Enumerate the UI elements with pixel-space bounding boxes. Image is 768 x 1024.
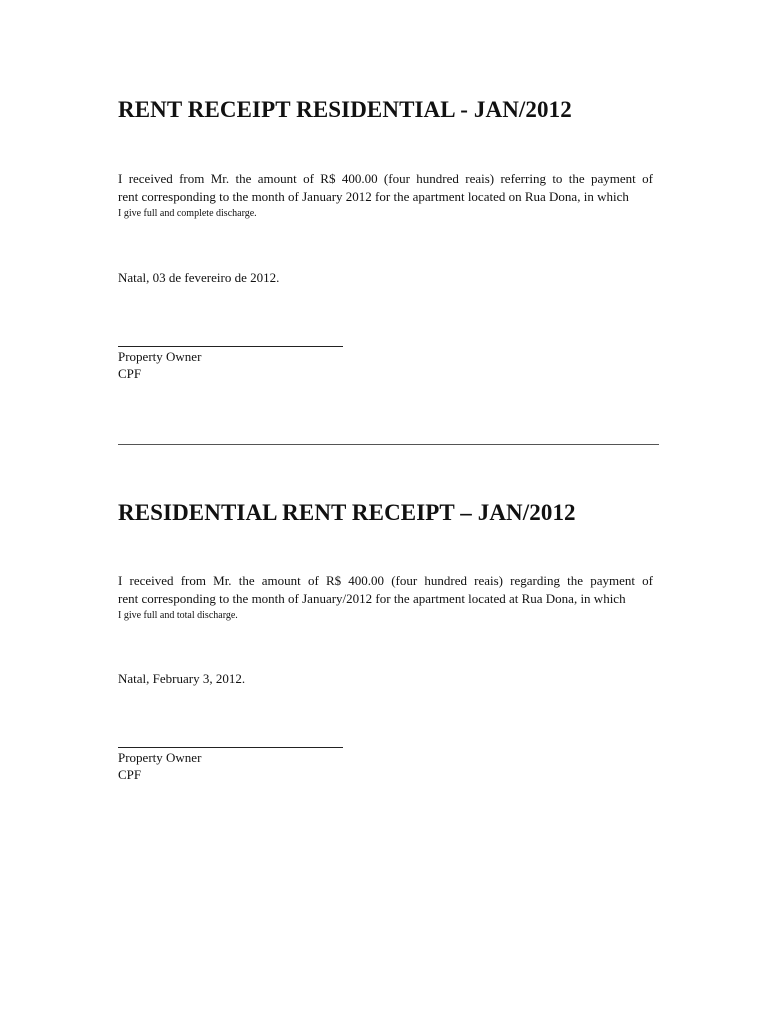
receipt-1-body <box>118 170 653 222</box>
receipt-1-signer-role: Property Owner <box>118 349 202 364</box>
receipt-1-body-line-2: rent corresponding to the month of January 2012 for the apartment located on Rua Dona, in which <box>118 189 629 204</box>
receipt-1-body-line-3: I give full and complete discharge. <box>118 208 257 219</box>
receipt-2-signature-line <box>118 747 343 748</box>
section-divider <box>118 444 659 445</box>
receipt-1-place-date: Natal, 03 de fevereiro de 2012. <box>118 270 280 285</box>
receipt-2-body-line-2: rent corresponding to the month of January/2012 for the apartment located at Rua Dona, in which <box>118 591 626 606</box>
receipt-1-body-line-1: I received from Mr. the amount of R$ 400.00 (four hundred reais) referring to the payment of <box>118 171 653 186</box>
receipt-1-signature-line <box>118 346 343 347</box>
receipt-2-place-date: Natal, February 3, 2012. <box>118 671 246 686</box>
receipt-2-signer-role: Property Owner <box>118 750 202 765</box>
receipt-2-body <box>118 572 653 624</box>
receipt-2-body-line-1: I received from Mr. the amount of R$ 400.00 (four hundred reais) regarding the payment of <box>118 573 653 588</box>
receipt-1-title: RENT RECEIPT RESIDENTIAL - JAN/2012 <box>118 97 572 122</box>
receipt-2-body-line-3: I give full and total discharge. <box>118 610 238 621</box>
receipt-2-signer-id-label: CPF <box>118 767 142 782</box>
receipt-2-title: RESIDENTIAL RENT RECEIPT – JAN/2012 <box>118 500 576 525</box>
receipt-1-signer-id-label: CPF <box>118 366 142 381</box>
